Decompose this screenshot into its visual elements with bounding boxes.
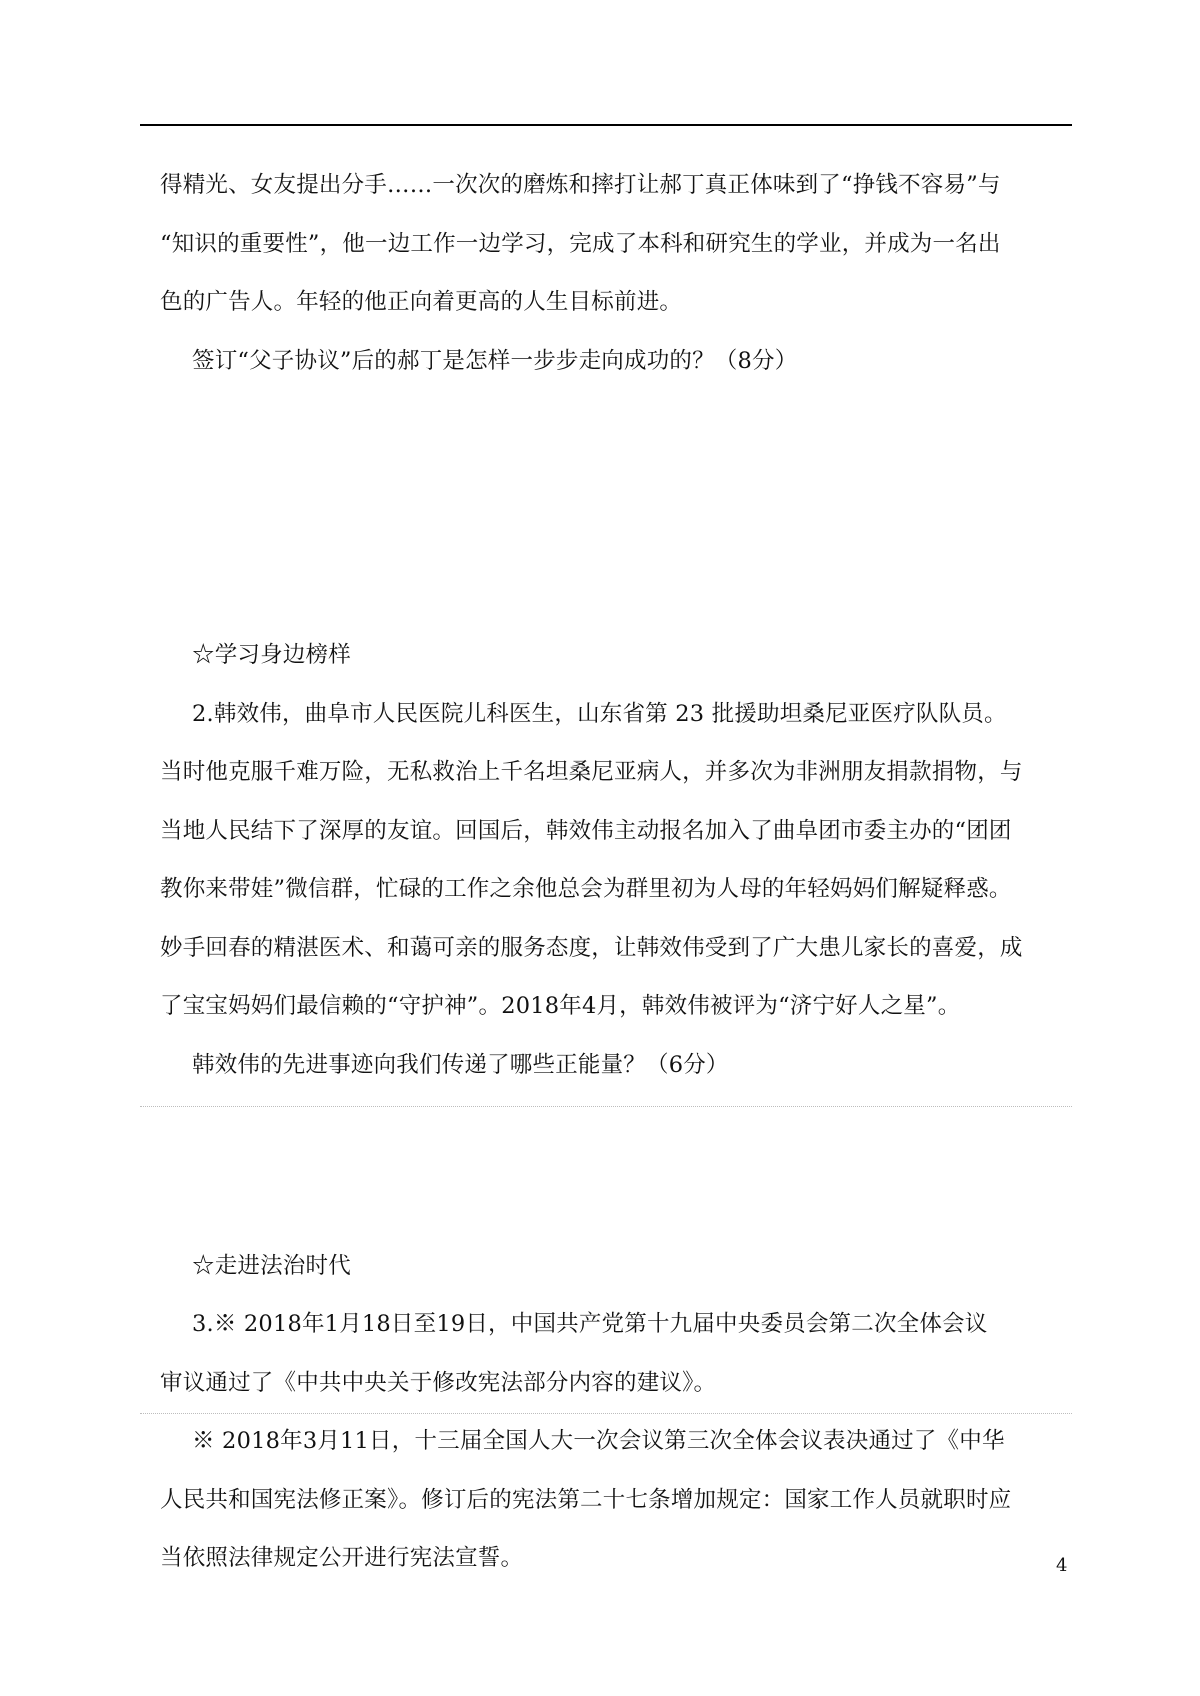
section2-line4: 教你来带娃”微信群，忙碌的工作之余他总会为群里初为人母的年轻妈妈们解疑释惑。	[160, 876, 1012, 902]
section2-line3: 当地人民结下了深厚的友谊。回国后，韩效伟主动报名加入了曲阜团市委主办的“团团	[160, 818, 1012, 844]
section3-line4: 人民共和国宪法修正案》。修订后的宪法第二十七条增加规定：国家工作人员就职时应	[160, 1487, 1012, 1513]
section2-line1: 2.韩效伟，曲阜市人民医院儿科医生，山东省第 23 批援助坦桑尼亚医疗队队员。	[192, 701, 1007, 727]
section2-line6: 了宝宝妈妈们最信赖的“守护神”。2018年4月，韩效伟被评为“济宁好人之星”。	[160, 993, 961, 1019]
paragraph1-line2: “知识的重要性”，他一边工作一边学习，完成了本科和研究生的学业，并成为一名出	[160, 231, 1001, 257]
section3-heading: ☆走进法治时代	[192, 1253, 351, 1279]
section3-line3: ※ 2018年3月11日，十三届全国人大一次会议第三次全体会议表决通过了《中华	[192, 1428, 1005, 1454]
section3-line1: 3.※ 2018年1月18日至19日，中国共产党第十九届中央委员会第二次全体会议	[192, 1311, 988, 1337]
section2-question: 韩效伟的先进事迹向我们传递了哪些正能量？（6分）	[192, 1052, 729, 1078]
section2-heading: ☆学习身边榜样	[192, 642, 351, 668]
question1: 签订“父子协议”后的郝丁是怎样一步步走向成功的？（8分）	[192, 348, 798, 374]
section3-line5: 当依照法律规定公开进行宪法宣誓。	[160, 1545, 524, 1571]
section3-line2: 审议通过了《中共中央关于修改宪法部分内容的建议》。	[160, 1370, 717, 1396]
answer-dotted-rule	[140, 1106, 1072, 1107]
section2-line5: 妙手回春的精湛医术、和蔼可亲的服务态度，让韩效伟受到了广大患儿家长的喜爱，成	[160, 935, 1023, 961]
section3-dotted-rule	[140, 1413, 1072, 1414]
header-rule	[140, 124, 1072, 126]
paragraph1-line3: 色的广告人。年轻的他正向着更高的人生目标前进。	[160, 289, 683, 315]
page-number: 4	[1056, 1555, 1068, 1576]
section2-line2: 当时他克服千难万险，无私救治上千名坦桑尼亚病人，并多次为非洲朋友捐款捐物，与	[160, 759, 1023, 785]
paragraph1-line1: 得精光、女友提出分手……一次次的磨炼和摔打让郝丁真正体味到了“挣钱不容易”与	[160, 172, 1001, 198]
